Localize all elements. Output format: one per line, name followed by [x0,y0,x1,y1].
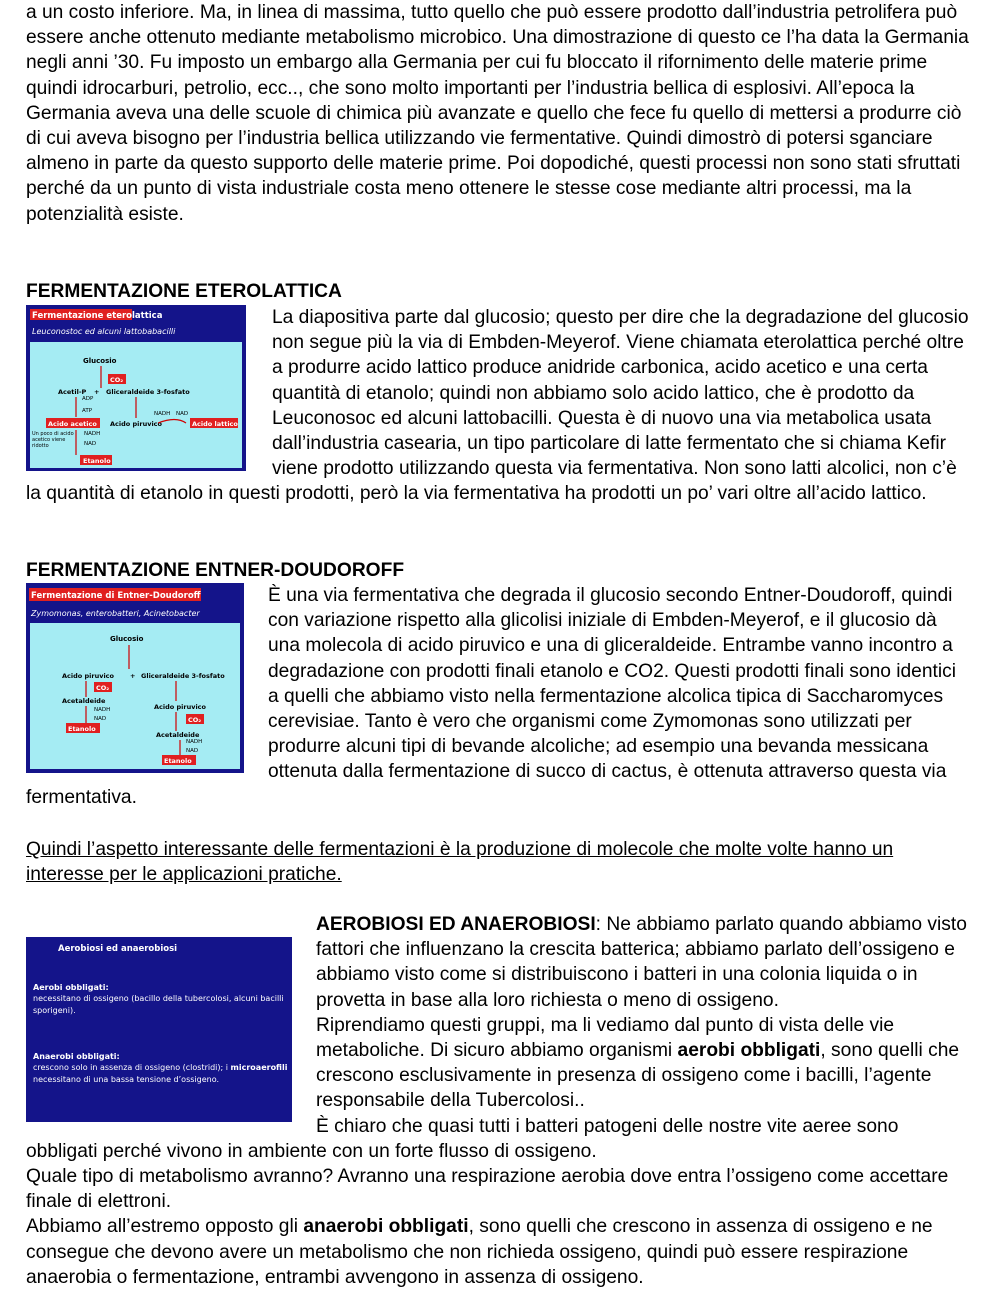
slide3-aerobi-heading: Aerobi obbligati: [33,983,109,992]
slide2-title: Fermentazione di Entner-Doudoroff [31,591,201,601]
e2-etanolo-1: Etanolo [68,725,96,733]
e2-acetaldeide-2: Acetaldeide [156,731,200,739]
e2-co2a: CO₂ [96,684,110,692]
slide3-microaerofili: microaerofili [230,1063,288,1072]
aerobiosi-p2a: Riprendiamo questi gruppi, ma li vediamo dal punto di vista delle vie metaboliche. Di sicuro abbiamo organismi [316,1014,895,1062]
e2-etanolo-2: Etanolo [164,757,192,765]
e1-adp: ADP [82,396,94,402]
e1-acetilp: Acetil-P [58,388,87,396]
slide-entner-doudoroff [26,583,244,773]
e2-acetaldeide-1: Acetaldeide [62,697,106,705]
slide3-anaerobi-heading: Anaerobi obbligati: [33,1052,120,1061]
slide3-anaerobi-text-1: crescono solo in assenza di ossigeno (clostridi); i [33,1063,231,1072]
paragraph-entner-doudoroff: È una via fermentativa che degrada il glucosio secondo Entner-Doudoroff, quindi con variazione rispetto alla glicolisi iniziale di Embden-Meyerof, e il glucosio dà una molecola di acido piruvico e una di gliceraldeide. Entrambe vanno incontro a degradazione con prodotti finali etanolo e CO2. Questi prodotti finali sono identici a quelli che abbiamo visto nella fermentazione alcolica tipica di Saccharomyces cerevisiae. Tanto è vero che organismi come Zymomonas sono utilizzati per produrre alcuni tipi di bevande alcoliche; ad esempio una bevanda messicana ottenuta dalla fermentazione di succo di cactus, è ottenuta attraverso questa via fermentativa. [26,585,956,808]
aerobiosi-text-block [26,912,970,1290]
e1-glicer: Gliceraldeide 3-fosfato [106,388,190,396]
slide2-subtitle: Zymomonas, enterobatteri, Acinetobacter [31,609,200,618]
paragraph-p5 [26,1214,970,1290]
e1-etanolo: Etanolo [83,457,111,465]
heading-eterolattica: FERMENTAZIONE ETEROLATTICA [26,281,342,302]
e1-glucosio: Glucosio [83,357,117,365]
paragraph-p4: Quale tipo di metabolismo avranno? Avranno una respirazione aerobia dove entra l’ossigeno come accettare finale di elettroni. [26,1166,949,1213]
e2-glucosio: Glucosio [110,635,144,643]
e1-atp: ATP [82,408,93,414]
e1-nad1: NAD [176,411,189,417]
e1-nadh1: NADH [154,411,171,417]
svg-text:+: + [130,672,136,680]
slide3-title: Aerobiosi ed anaerobiosi [58,944,178,954]
p5a: Abbiamo all’estremo opposto gli [26,1216,304,1238]
slide1-subtitle: Leuconostoc ed alcuni lattobabacilli [32,327,176,336]
anaerobi-obbligati-term: anaerobi obbligati [303,1216,469,1238]
e1-co2: CO₂ [110,376,124,384]
aerobiosi-lead: : Ne abbiamo parlato quando abbiamo visto fattori che influenzano la crescita batterica; abbiamo parlato dell’ossigeno e abbiamo visto come si distribuiscono i batteri in una colonia liquida o in provetta in base alla loro richiesta o meno di ossigeno. [316,914,967,1011]
e1-acido-acetico: Acido acetico [48,420,97,428]
e2-nadh1: NADH [94,707,111,713]
e2-acido-piruvico-1: Acido piruvico [62,672,114,680]
heading-entner-doudoroff: FERMENTAZIONE ENTNER-DOUDOROFF [26,560,405,581]
e2-co2b: CO₂ [188,716,202,724]
intro-paragraph: a un costo inferiore. Ma, in linea di massima, tutto quello che può essere prodotto dall’industria petrolifera può essere anche ottenuto mediante metabolismo microbico. Una dimostrazione di questo ce l’ha data la Germania negli anni ’30. Fu imposto un embargo alla Germania per cui fu bloccato il rifornimento delle materie prime quindi idrocarburi, petrolio, ecc.., che sono molto importanti per l’industria bellica di esplosivi. All’epoca la Germania aveva una delle scuole di chimica più avanzate e quello che fece fu quello di mettersi a produrre ciò di cui aveva bisogno per l’industria bellica utilizzando vie fermentative. Quindi dimostrò di potersi sganciare almeno in parte da questo supporto delle materie prime. Poi dopodiché, questi processi non sono stati sfruttati perché da un punto di vista industriale costa meno ottenere le stesse cose mediante altri processi, ma la potenzialità esiste. [26,2,969,225]
e1-nad2: NAD [84,441,97,447]
e2-glicer: Gliceraldeide 3-fosfato [141,672,225,680]
e1-acido-lattico: Acido lattico [192,420,238,428]
underlined-statement: Quindi l’aspetto interessante delle fermentazioni è la produzione di molecole che molte volte hanno un interesse per le applicazioni pratiche. [26,839,894,886]
slide3-anaerobi-text-2: necessitano di una bassa tensione d’ossigeno. [33,1075,219,1084]
p5c: , sono quelli che crescono in assenza di ossigeno e ne consegue che devono avere un metabolismo che non richieda ossigeno, quindi può essere respirazione anaerobia o fermentazione, entrambi avvengono in assenza di ossigeno. [26,1216,933,1288]
section-eterolattica [26,305,970,507]
e2-nad2: NAD [186,748,199,754]
paragraph-eterolattica: La diapositiva parte dal glucosio; questo per dire che la degradazione del glucosio non segue più la via di Embden-Meyerof. Viene chiamata eterolattica perché oltre a produrre acido lattico produce anidride carbonica, acido acetico e una certa quantità di etanolo; quindi non abbiamo solo acido lattico, che è prodotto da Leuconosoc ed alcuni lattobacilli. Questa è di nuovo una via metabolica usata dall’industria casearia, un tipo particolare di latte fermentato che si chiama Kefir viene prodotto utilizzando questa via fermentativa. Non sono latti alcolici, non c’è la quantità di etanolo in questi prodotti, però la via fermentativa ha prodotti un po’ vari oltre all’acido lattico. [26,307,969,505]
e2-nadh2: NADH [186,739,203,745]
e1-poco: Un poco di acido acetico viene ridotto [32,431,74,449]
aerobi-obbligati-term: aerobi obbligati [677,1040,821,1062]
e2-acido-piruvico-2: Acido piruvico [154,703,206,711]
slide3-aerobi-text: necessitano di ossigeno (bacillo della tubercolosi, alcuni bacilli sporigeni). [33,994,284,1015]
slide1-title: Fermentazione eterolattica [32,311,163,321]
heading-aerobiosi-inline: AEROBIOSI ED ANAEROBIOSI [316,914,596,935]
e2-nad1: NAD [94,716,107,722]
svg-text:+: + [94,388,100,396]
aerobiosi-p2c: , sono quelli che crescono esclusivamente in presenza di ossigeno come i bacilli, l’agente responsabile della Tubercolosi.. [316,1040,960,1112]
e1-acido-piruvico: Acido piruvico [110,420,162,428]
aerobiosi-p3: È chiaro che quasi tutti i batteri patogeni delle nostre vite aeree sono obbligati perché vivono in ambiente con un forte flusso di ossigeno. [26,1115,899,1162]
section-entner-doudoroff [26,583,970,810]
e1-nadh2: NADH [84,431,101,437]
slide-eterolattica [26,305,246,471]
